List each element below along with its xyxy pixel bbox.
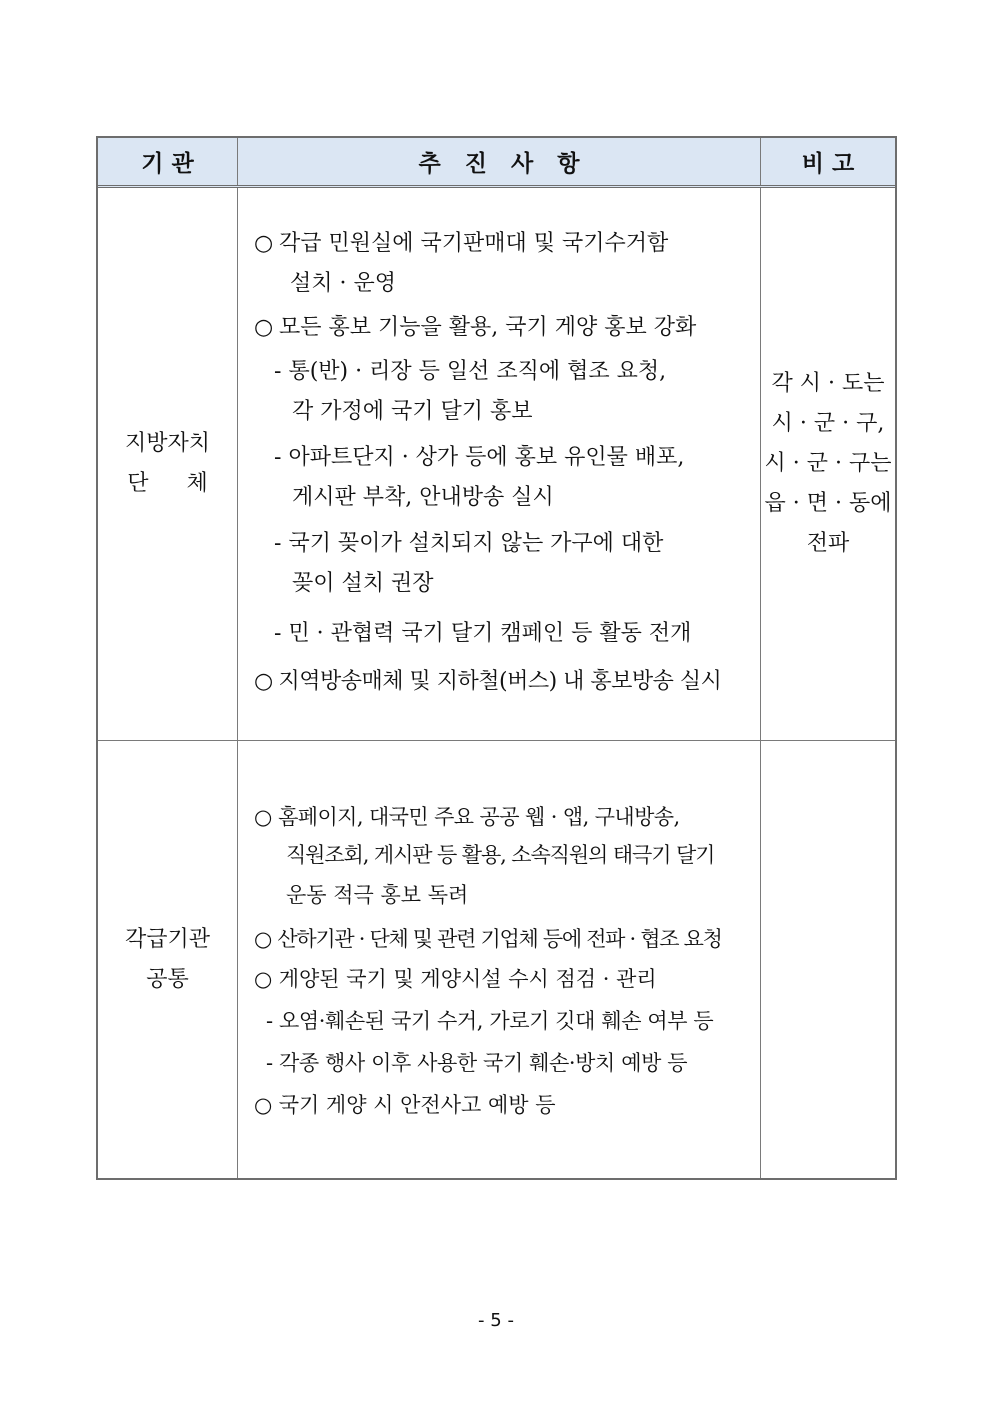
remark-line: 전파	[806, 531, 850, 556]
agency-line: 지방자치	[124, 431, 210, 456]
remark-line: 시 · 군 · 구는	[764, 451, 892, 476]
item-line	[254, 664, 721, 695]
agency-line: 단체	[127, 471, 246, 496]
item-line	[266, 1005, 713, 1035]
item-text: 국기 게양 시 안전사고 예방 등	[278, 1093, 556, 1117]
dash-bullet: -	[266, 1051, 273, 1075]
item-text: 모든 홍보 기능을 활용, 국기 게양 홍보 강화	[279, 315, 697, 340]
item-text: 홈페이지, 대국민 주요 공공 웹 · 앱, 구내방송,	[278, 805, 680, 829]
item-line	[274, 354, 666, 385]
item-text: 각종 행사 이후 사용한 국기 훼손·방치 예방 등	[278, 1051, 688, 1075]
item-line	[254, 226, 668, 257]
dash-bullet: -	[266, 1009, 273, 1033]
item-text: 게양된 국기 및 게양시설 수시 점검 · 관리	[278, 967, 657, 991]
item-line	[254, 801, 680, 831]
item-line	[274, 440, 684, 471]
table-header-row	[98, 138, 895, 188]
circle-bullet: ○	[254, 967, 273, 991]
item-text: 운동 적극 홍보 독려	[286, 883, 469, 907]
header-actions: 추 진 사 항	[238, 138, 761, 185]
item-line	[274, 616, 691, 647]
item-text: 직원조회, 게시판 등 활용, 소속직원의 태극기 달기	[286, 843, 715, 867]
item-text: 민 · 관협력 국기 달기 캠페인 등 활동 전개	[288, 621, 692, 646]
item-text: 아파트단지 · 상가 등에 홍보 유인물 배포,	[288, 445, 685, 470]
item-text: 오염·훼손된 국기 수거, 가로기 깃대 훼손 여부 등	[278, 1009, 714, 1033]
item-line	[266, 1047, 687, 1077]
item-text: 설치 · 운영	[290, 271, 396, 296]
actions-cell	[238, 188, 761, 740]
agency-line: 각급기관	[124, 926, 210, 952]
circle-bullet: ○	[254, 315, 274, 340]
remark-line: 읍 · 면 · 동에	[764, 491, 892, 516]
item-line	[254, 923, 722, 953]
item-text: 꽂이 설치 권장	[292, 571, 434, 596]
remarks-cell	[761, 188, 895, 740]
item-line	[254, 310, 696, 341]
item-text: 각급 민원실에 국기판매대 및 국기수거함	[279, 231, 669, 256]
circle-bullet: ○	[254, 231, 274, 256]
item-line	[254, 963, 657, 993]
agency-cell	[98, 188, 246, 740]
circle-bullet: ○	[254, 927, 272, 951]
remarks-cell	[761, 741, 895, 1178]
header-remarks: 비 고	[801, 151, 855, 177]
item-text: 산하기관 · 단체 및 관련 기업체 등에 전파 · 협조 요청	[277, 927, 722, 951]
circle-bullet: ○	[254, 805, 272, 829]
table-row-local-gov	[98, 188, 895, 741]
promotion-table	[96, 136, 897, 1180]
remark-line: 시 · 군 · 구,	[771, 411, 885, 436]
dash-bullet: -	[274, 531, 282, 556]
item-line	[254, 1089, 556, 1119]
agency-cell	[98, 741, 238, 1178]
item-text: 각 가정에 국기 달기 홍보	[292, 399, 533, 424]
item-text: 게시판 부착, 안내방송 실시	[292, 485, 554, 510]
dash-bullet: -	[274, 359, 282, 384]
dash-bullet: -	[274, 621, 282, 646]
item-line	[274, 526, 663, 557]
item-text: 지역방송매체 및 지하철(버스) 내 홍보방송 실시	[278, 669, 722, 694]
dash-bullet: -	[274, 445, 282, 470]
circle-bullet: ○	[254, 669, 273, 694]
circle-bullet: ○	[254, 1093, 273, 1117]
page-number: - 5 -	[478, 1310, 514, 1331]
agency-line: 공통	[146, 966, 189, 992]
table-row-all-agencies	[98, 741, 895, 1178]
item-text: 국기 꽂이가 설치되지 않는 가구에 대한	[288, 531, 664, 556]
header-agency: 기 관	[98, 138, 238, 185]
actions-cell	[238, 741, 761, 1178]
item-text: 통(반) · 리장 등 일선 조직에 협조 요청,	[288, 359, 667, 384]
remark-line: 각 시 · 도는	[771, 371, 885, 396]
